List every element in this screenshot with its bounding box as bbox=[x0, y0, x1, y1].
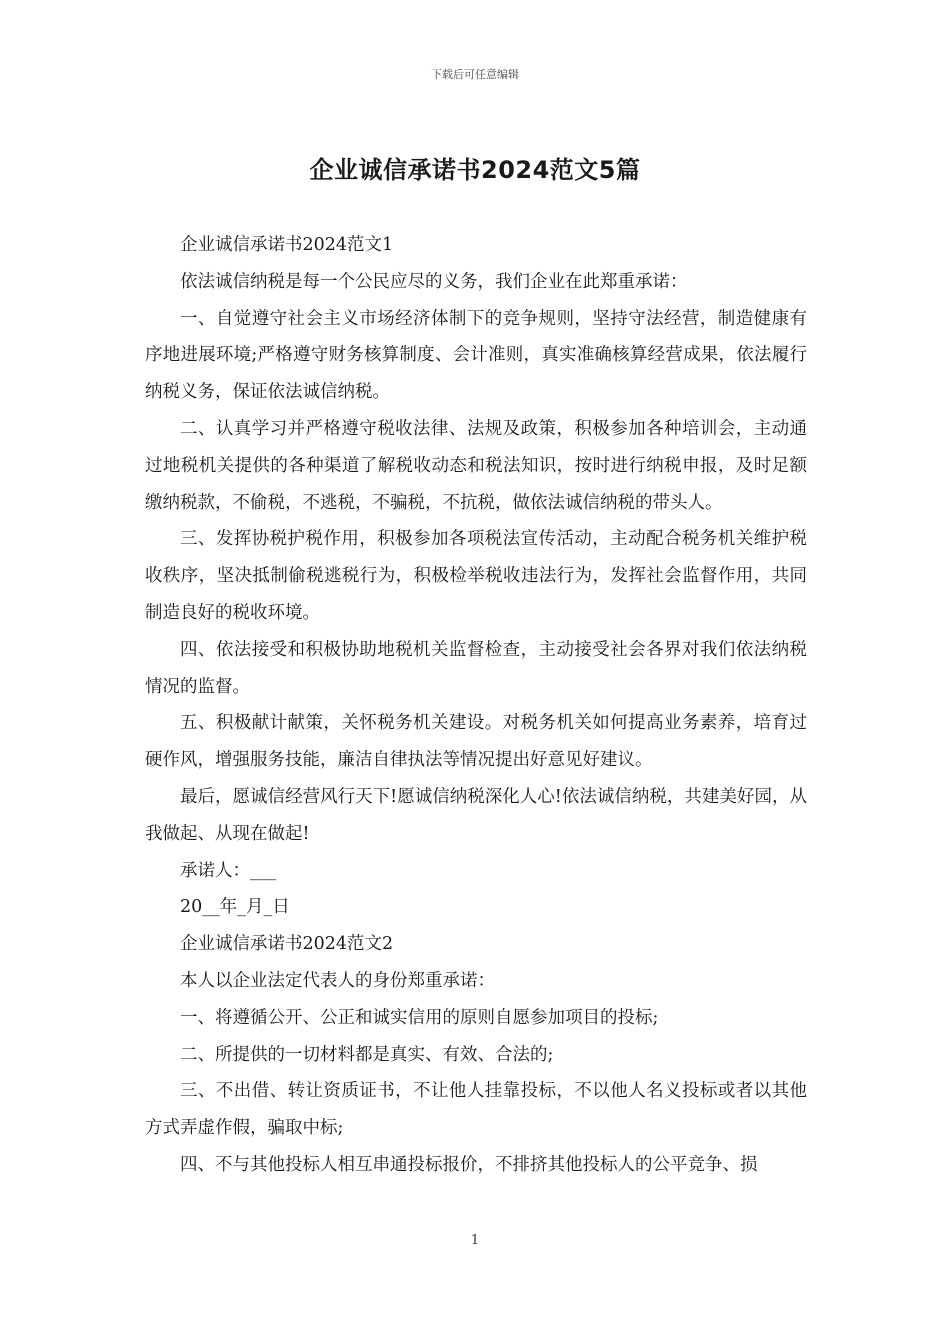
document-title: 企业诚信承诺书2024范文5篇 bbox=[309, 156, 641, 184]
paragraph: 三、发挥协税护税作用，积极参加各项税法宣传活动，主动配合税务机关维护税收秩序，坚决抵制偷税逃税行为，积极检举税收违法行为，发挥社会监督作用，共同制造良好的税收环境。 bbox=[145, 529, 807, 623]
document-body bbox=[145, 227, 807, 1184]
paragraph: 五、积极献计献策，关怀税务机关建设。对税务机关如何提高业务素养，培育过硬作风，增强服务技能，廉洁自律执法等情况提出好意见好建议。 bbox=[145, 713, 807, 771]
date-line: 20__年_月_日 bbox=[180, 897, 290, 918]
section-heading: 企业诚信承诺书2024范文2 bbox=[180, 934, 394, 955]
paragraph: 最后，愿诚信经营风行天下!愿诚信纳税深化人心!依法诚信纳税，共建美好园，从我做起、从现在做起! bbox=[145, 786, 807, 844]
paragraph: 二、认真学习并严格遵守税收法律、法规及政策，积极参加各种培训会，主动通过地税机关提供的各种渠道了解税收动态和税法知识，按时进行纳税申报，及时足额缴纳税款，不偷税，不逃税，不骗税，不抗税，做依法诚信纳税的带头人。 bbox=[145, 418, 807, 513]
signatory-line: 承诺人：___ bbox=[180, 860, 277, 881]
paragraph: 本人以企业法定代表人的身份郑重承诺： bbox=[180, 970, 495, 991]
paragraph: 四、不与其他投标人相互串通投标报价，不排挤其他投标人的公平竞争、损 bbox=[180, 1154, 758, 1175]
paragraph: 三、不出借、转让资质证书，不让他人挂靠投标，不以他人名义投标或者以其他方式弄虚作假，骗取中标; bbox=[145, 1081, 807, 1139]
paragraph: 一、将遵循公开、公正和诚实信用的原则自愿参加项目的投标; bbox=[180, 1007, 659, 1028]
page-number: 1 bbox=[470, 1233, 480, 1248]
page-header: 下载后可任意编辑 bbox=[431, 68, 519, 81]
paragraph: 四、依法接受和积极协助地税机关监督检查，主动接受社会各界对我们依法纳税情况的监督。 bbox=[145, 639, 807, 697]
section-heading: 企业诚信承诺书2024范文1 bbox=[180, 235, 394, 255]
paragraph: 二、所提供的一切材料都是真实、有效、合法的; bbox=[180, 1044, 554, 1065]
paragraph: 依法诚信纳税是每一个公民应尽的义务，我们企业在此郑重承诺： bbox=[180, 271, 688, 292]
paragraph: 一、自觉遵守社会主义市场经济体制下的竞争规则，坚持守法经营，制造健康有序地进展环境;严格遵守财务核算制度、会计准则，真实准确核算经营成果，依法履行纳税义务，保证依法诚信纳税。 bbox=[145, 308, 807, 403]
